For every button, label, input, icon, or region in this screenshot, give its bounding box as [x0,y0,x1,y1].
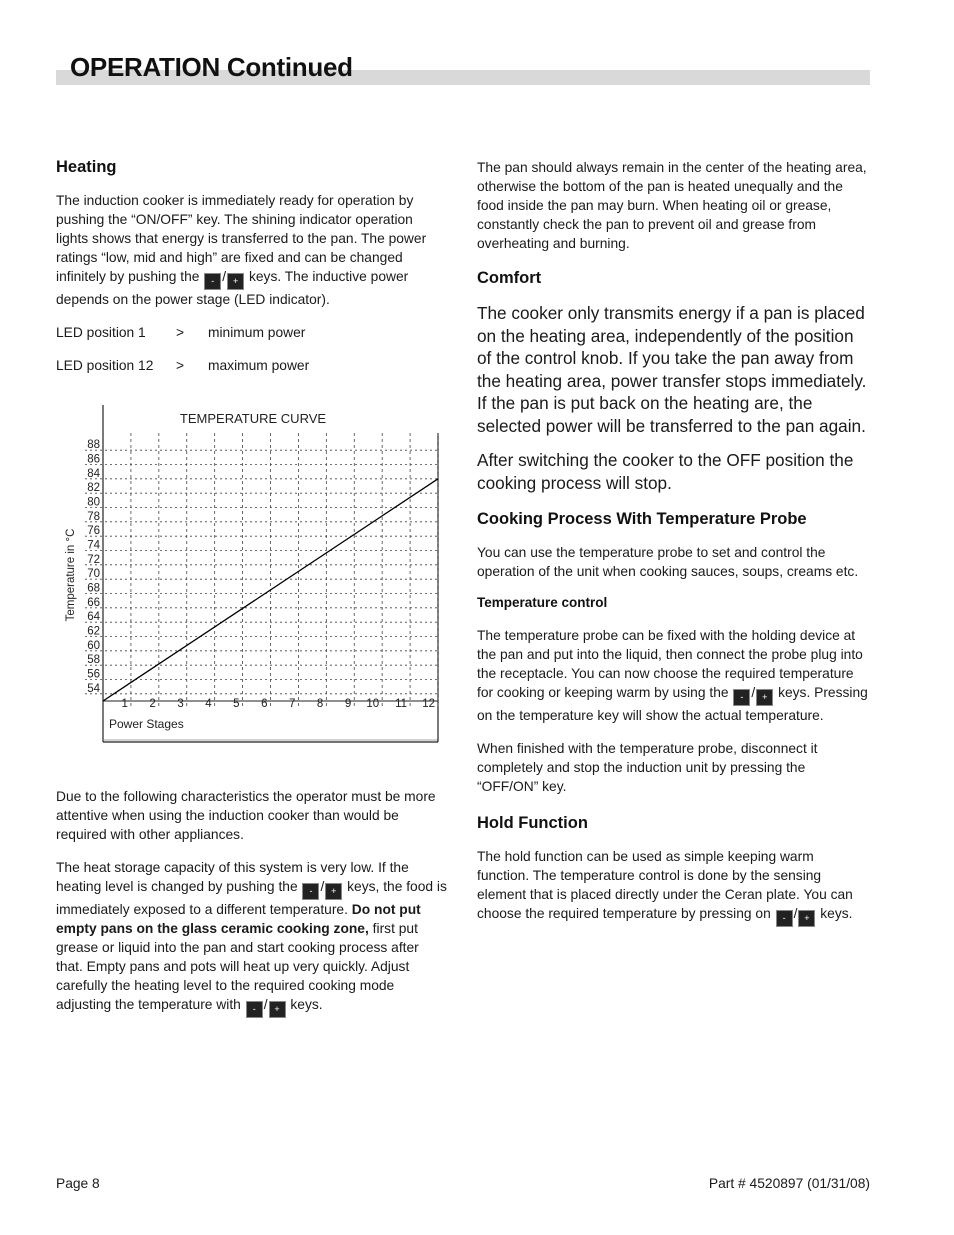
y-tick-label: 66 [87,596,100,609]
heating-paragraph [56,191,448,309]
led-row-1 [56,323,448,342]
led-desc: maximum power [208,358,310,373]
hold-paragraph [477,847,869,927]
probe-heading: Cooking Process With Temperature Probe [477,510,807,528]
y-tick-label: 76 [87,525,100,538]
part-number: Part # 4520897 (01/31/08) [708,1176,870,1191]
y-tick-label: 68 [87,582,100,595]
minus-key-icon: - [204,273,221,290]
y-tick-label: 88 [87,439,100,452]
x-tick-label: 7 [289,698,296,710]
probe-paragraph-1: You can use the temperature probe to set and control the operation of the unit when cooking sauces, soups, creams etc. [477,545,859,579]
x-tick-label: 1 [121,698,128,710]
probe-paragraph-3: When finished with the temperature probe, disconnect it completely and stop the induction unit by pressing the “OFF/ON” key. [477,741,818,794]
characteristics-paragraph-1: Due to the following characteristics the operator must be more attentive when using the induction cooker than would be required with other appliances. [56,789,436,842]
right-column [477,158,869,941]
probe-text-b: keys. Pressing on the temperature key will show the actual temperature. [477,685,868,723]
heating-text-a: The induction cooker is immediately ready for operation by pushing the “ON/OFF” key. The shining indicator operation lights shows that energy is transferred to the pan. The power ratings “low, mid and high” are fixed and can be changed infinitely by pushing the [56,193,427,284]
key-separator: / [793,906,798,921]
heating-heading: Heating [56,158,117,176]
y-tick-label: 64 [87,611,100,624]
y-tick-label: 84 [87,467,100,480]
minus-key-icon: - [302,883,319,900]
y-tick-label: 62 [87,625,100,638]
y-tick-label: 54 [87,682,100,695]
characteristics-section [56,787,448,1032]
comfort-heading: Comfort [477,269,542,287]
plus-key-icon: + [756,689,773,706]
led-sign: > [176,325,185,340]
char-warning-bold: Do not put empty pans on the glass ceramic cooking zone, [56,902,421,936]
temperature-chart-svg [56,405,448,750]
y-tick-label: 80 [87,496,100,509]
probe-text-a: The temperature probe can be fixed with the holding device at the pan and put into the liquid, then connect the probe plug into the receptacle. You can now choose the required temperature for cooking or keeping warm by using the [477,628,863,700]
plus-key-icon: + [227,273,244,290]
x-tick-label: 10 [366,698,380,710]
page-title: OPERATION Continued [70,52,353,82]
key-separator: / [320,879,325,894]
pan-paragraph: The pan should always remain in the center of the heating area, otherwise the bottom of the pan is heated unequally and the food inside the pan may burn. When heating oil or grease, constantly check the pan to prevent oil and grease from overheating and burning. [477,160,867,251]
key-separator: / [263,997,268,1012]
char-text-d: keys. [290,997,323,1012]
chart-title: TEMPERATURE CURVE [179,411,327,426]
plus-key-icon: + [269,1001,286,1018]
minus-key-icon: - [733,689,750,706]
temperature-control-subheading: Temperature control [477,595,608,610]
led-label: LED position 1 [56,325,146,340]
char-text-c: first put grease or liquid into the pan and start cooking process after that. Empty pans and pots will heat up very quickly. Adjust carefully the heating level to the required cooking mode adjusting the temperature with [56,921,419,1012]
x-tick-label: 3 [177,698,184,710]
x-tick-label: 12 [422,698,435,710]
x-tick-label: 4 [205,698,212,710]
x-tick-label: 11 [395,698,408,710]
comfort-paragraph-2: After switching the cooker to the OFF position the cooking process will stop. [477,450,854,493]
x-tick-label: 9 [344,698,352,710]
hold-text-b: keys. [820,906,853,921]
key-separator: / [751,685,756,700]
y-tick-label: 56 [87,668,100,681]
led-desc: minimum power [208,325,306,340]
minus-key-icon: - [246,1001,263,1018]
minus-key-icon: - [776,910,793,927]
comfort-paragraph-1: The cooker only transmits energy if a pan is placed on the heating area, independently of the position of the control knob. If you take the pan away from the heating area, power transfer stops immediately. If the pan is put back on the heating are, the selected power will be transferred to the pan again. [477,303,867,436]
probe-paragraph-2 [477,626,869,725]
y-tick-label: 86 [87,453,100,466]
key-separator: / [222,269,227,284]
led-sign: > [176,358,185,373]
x-tick-label: 5 [233,698,240,710]
temperature-chart [56,405,448,750]
led-row-12 [56,356,448,375]
led-label: LED position 12 [56,358,154,373]
page-number: Page 8 [56,1176,100,1191]
hold-text-a: The hold function can be used as simple keeping warm function. The temperature control is done by the sensing element that is placed directly under the Ceran plate. You can choose the required temperature by pressing on [477,849,853,921]
x-tick-label: 6 [261,698,268,710]
x-axis-label: Power Stages [109,717,184,731]
heating-text-b: keys. The inductive power depends on the power stage (LED indicator). [56,269,409,307]
characteristics-paragraph-2 [56,858,448,1018]
hold-heading: Hold Function [477,814,588,832]
char-text-b: keys, the food is immediately exposed to a different temperature. [56,879,447,917]
plus-key-icon: + [798,910,815,927]
y-axis-label: Temperature in °C [65,528,77,622]
y-tick-label: 74 [87,539,100,552]
y-tick-label: 60 [87,639,100,652]
y-tick-label: 82 [87,482,100,495]
y-tick-label: 78 [87,510,100,523]
left-column [56,158,448,389]
y-tick-label: 72 [87,553,100,566]
x-tick-label: 8 [316,698,324,710]
y-tick-label: 58 [87,654,100,667]
plus-key-icon: + [325,883,342,900]
x-tick-label: 2 [149,698,156,710]
char-text-a: The heat storage capacity of this system is very low. If the heating level is changed by pushing the [56,860,409,894]
y-tick-label: 70 [87,568,100,581]
